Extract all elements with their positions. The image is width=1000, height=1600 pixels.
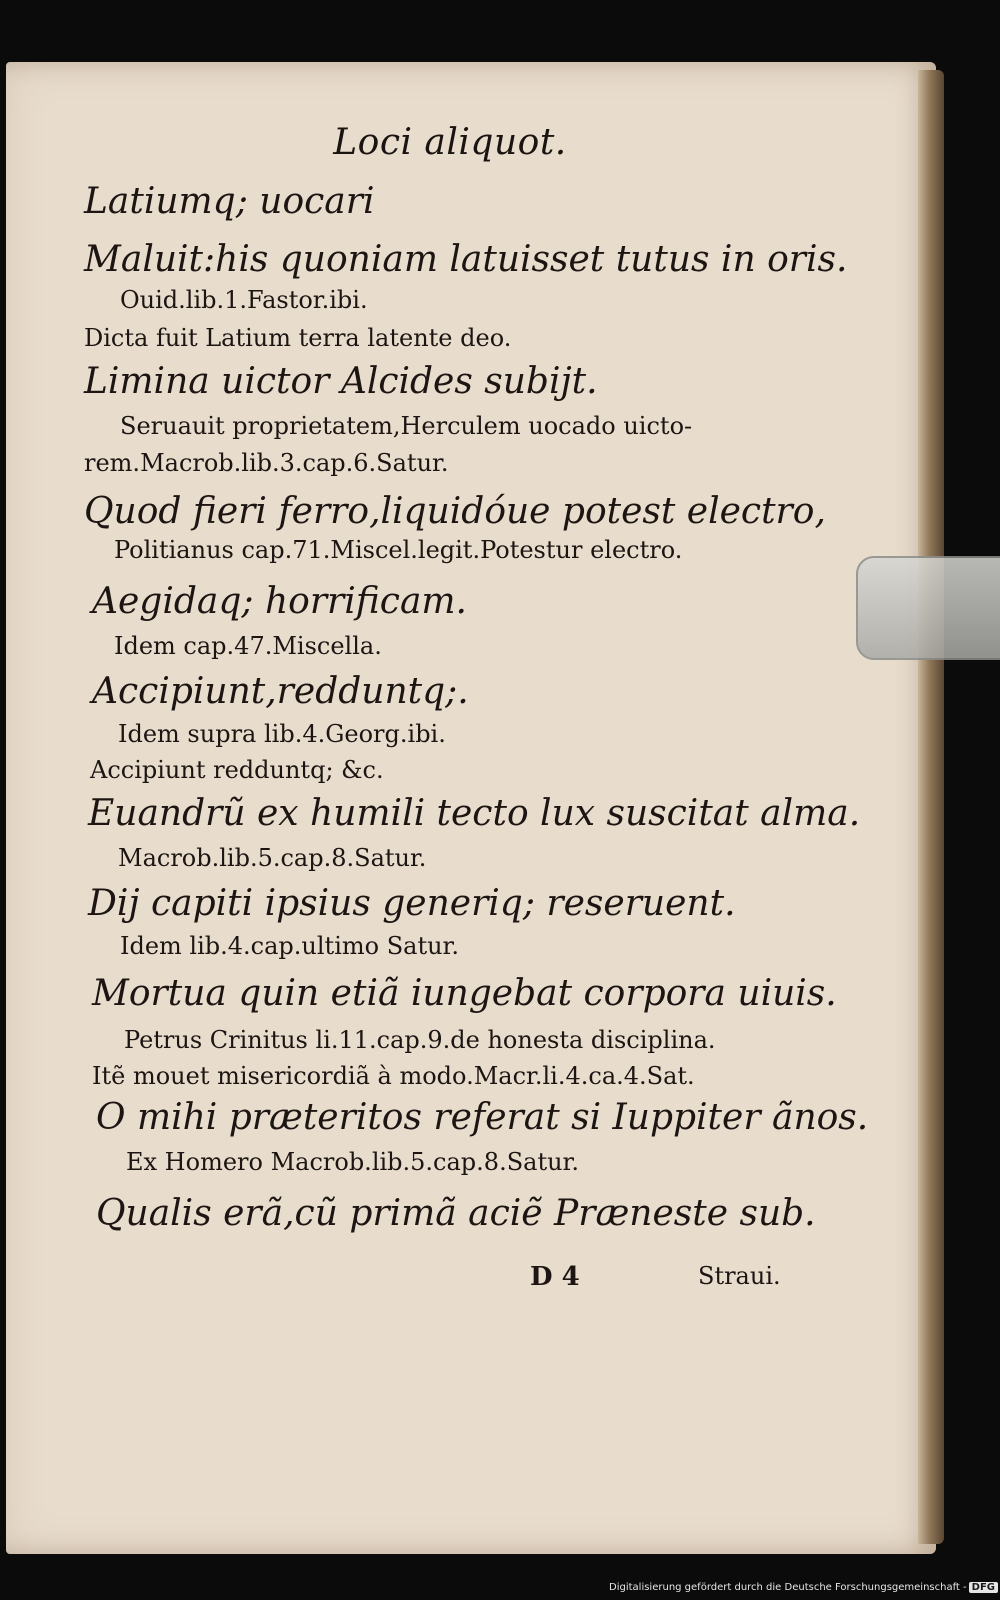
note-line: Accipiunt redduntq; &c. [90,756,384,784]
verse-line: Qualis erã,cũ primã aciẽ Præneste sub. [96,1193,816,1234]
verse-line: Accipiunt,redduntq;. [92,671,469,712]
note-line: Idem cap.47.Miscella. [114,632,382,660]
page-edge [918,70,944,1544]
catchword: Straui. [698,1262,781,1290]
verse-line: Mortua quin etiã iungebat corpora uiuis. [92,973,837,1014]
dfg-logo: DFG [969,1582,998,1593]
verse-line: Latiumq; uocari [84,181,375,222]
signature-mark: D 4 [530,1262,580,1292]
note-line: Macrob.lib.5.cap.8.Satur. [118,844,427,872]
verse-line: Dij capiti ipsius generiq; reseruent. [88,883,736,924]
verse-line: Maluit:his quoniam latuisset tutus in oris. [84,239,848,280]
note-line: Dicta fuit Latium terra latente deo. [84,324,512,352]
bookmark-tab [856,556,1000,660]
verse-line: Aegidaq; horrificam. [92,581,467,622]
note-line: rem.Macrob.lib.3.cap.6.Satur. [84,449,449,477]
note-line: Politianus cap.71.Miscel.legit.Potestur electro. [114,536,683,564]
note-line: Ouid.lib.1.Fastor.ibi. [120,286,368,314]
note-line: Seruauit proprietatem,Herculem uocado uicto- [120,412,693,440]
note-line: Ex Homero Macrob.lib.5.cap.8.Satur. [126,1148,580,1176]
footer-credit [600,1582,998,1598]
verse-line: Euandrũ ex humili tecto lux suscitat alma. [88,793,861,834]
verse-line: Quod fieri ferro,liquidóue potest electro, [84,491,826,532]
verse-line: O mihi præteritos referat si Iuppiter ãnos. [96,1097,869,1138]
running-head: Loci aliquot. [333,122,567,163]
verse-line: Limina uictor Alcides subijt. [84,361,598,402]
note-line: Itẽ mouet misericordiã à modo.Macr.li.4.ca.4.Sat. [92,1062,695,1090]
note-line: Idem supra lib.4.Georg.ibi. [118,720,446,748]
note-line: Petrus Crinitus li.11.cap.9.de honesta disciplina. [124,1026,716,1054]
footer-text: Digitalisierung gefördert durch die Deutsche Forschungsgemeinschaft - [609,1582,967,1593]
note-line: Idem lib.4.cap.ultimo Satur. [120,932,460,960]
